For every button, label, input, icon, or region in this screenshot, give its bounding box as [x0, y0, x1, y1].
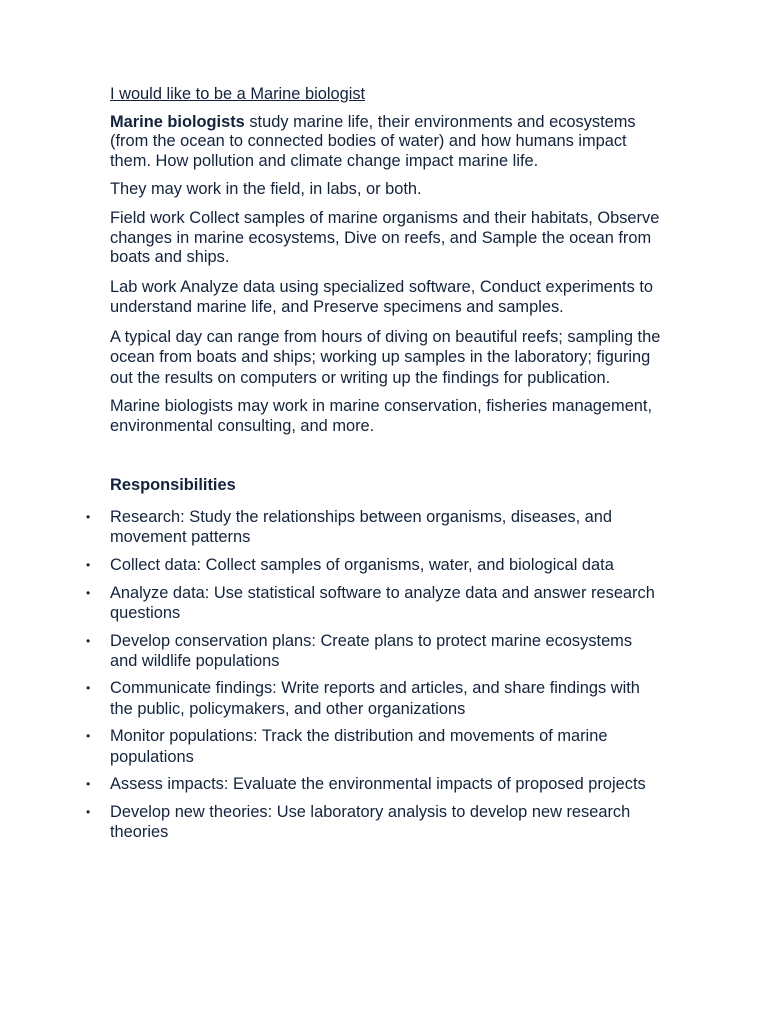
list-item — [86, 802, 662, 842]
bullet-icon: • — [86, 585, 91, 600]
paragraph-lab-work: Lab work Analyze data using specialized software, Conduct experiments to understand marine life, and Preserve specimens and samples. — [110, 277, 654, 317]
list-item-text: Analyze data: Use statistical software to analyze data and answer research questions — [110, 583, 655, 622]
responsibilities-heading: Responsibilities — [110, 476, 236, 495]
list-item — [86, 583, 662, 623]
list-item-text: Assess impacts: Evaluate the environmental impacts of proposed projects — [110, 775, 646, 794]
paragraph-work-locations: They may work in the field, in labs, or both. — [110, 180, 422, 199]
intro-paragraph — [110, 113, 662, 172]
bullet-icon: • — [86, 804, 91, 819]
list-item-text: Develop new theories: Use laboratory analysis to develop new research theories — [110, 802, 631, 842]
bullet-icon: • — [86, 557, 91, 572]
bullet-icon: • — [86, 729, 91, 744]
bullet-icon: • — [86, 681, 91, 696]
list-item-text: Research: Study the relationships between organisms, diseases, and movement patterns — [110, 508, 613, 547]
list-item — [86, 555, 662, 575]
bullet-icon: • — [86, 777, 91, 792]
intro-text: study marine life, their environments and ecosystems (from the ocean to connected bodies of water) and how humans impact them. How pollution and climate change impact marine life. — [110, 112, 636, 170]
list-item — [86, 631, 662, 671]
list-item-text: Communicate findings: Write reports and articles, and share findings with the public, policymakers, and other organizations — [110, 679, 640, 718]
bullet-icon: • — [86, 633, 91, 648]
paragraph-typical-day: A typical day can range from hours of diving on beautiful reefs; sampling the ocean from boats and ships; working up samples in the laboratory; figuring out the results on computers or writing up the findings for publication. — [110, 327, 661, 387]
list-item — [86, 774, 662, 794]
list-item-text: Collect data: Collect samples of organisms, water, and biological data — [110, 555, 614, 574]
bullet-icon: • — [86, 510, 91, 525]
paragraph-careers: Marine biologists may work in marine conservation, fisheries management, environmental consulting, and more. — [110, 397, 653, 435]
list-item — [86, 507, 662, 547]
document-title: I would like to be a Marine biologist — [110, 85, 366, 103]
document-body — [86, 85, 662, 850]
paragraph-field-work: Field work Collect samples of marine organisms and their habitats, Observe changes in marine ecosystems, Dive on reefs, and Sample the ocean from boats and ships. — [110, 208, 660, 267]
list-item-text: Develop conservation plans: Create plans to protect marine ecosystems and wildlife populations — [110, 631, 633, 670]
list-item-text: Monitor populations: Track the distribution and movements of marine populations — [110, 727, 608, 766]
intro-bold-lead: Marine biologists — [110, 112, 245, 131]
list-item — [86, 678, 662, 718]
list-item — [86, 726, 662, 766]
responsibilities-list — [86, 507, 662, 842]
